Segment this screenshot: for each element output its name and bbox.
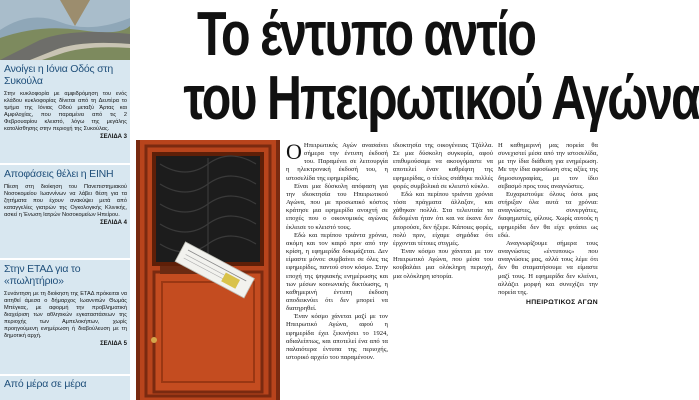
- door-photo: [136, 140, 280, 400]
- paragraph: Αναγνωρίζουμε σήμερα τους αναγνώστες «έντυπους» που αναγνώσεις μας, αλλά τους λέμε ότι δεν θα σταματήσουμε να είμαστε μαζί τους. Η εφημερίδα δεν κλείνει, αλλάζει μορφή και συνεχίζει την πορεία της.: [498, 239, 598, 296]
- article-column-2: [393, 142, 493, 281]
- sidebar-story-title[interactable]: Από μέρα σε μέρα: [4, 378, 87, 390]
- sidebar-story-title[interactable]: Ανοίγει η Ιόνια Οδός στη Συκούλα: [4, 63, 113, 87]
- paragraph: Εδώ και περίπου τριάντα χρόνια τόσα πράγματα άλλαξαν, και χάθηκαν πολλά. Στα τελευταία τα δεδομένα ήταν ότι και να έκανε δεν μπορούσε, δεν ήξερε. Κάποιες φορές, πολύ πριν, είχαμε σημάδια ότι έρχονται τέτοιες στιγμές.: [393, 190, 493, 247]
- sidebar-story-title[interactable]: Στην ΕΤΑΔ για το «πωλητήριο»: [4, 263, 81, 287]
- sidebar-story-body: Συνάντηση με τη διοίκηση της ΕΤΑΔ πρόκειται να αιτηθεί άμεσα ο δήμαρχος Ιωαννιτών Θωμάς Μπέγκας, με αφορμή την προβληματική διαχείριση των αθλητικών εγκαταστάσεων της περιοχής των Αμπελοκήπων, χωρίς προηγούμενη ενημέρωση ή διαβούλευση με τη δημοτική αρχή.: [4, 291, 127, 339]
- page-ref: ΣΕΛΙΔΑ 3: [100, 134, 127, 140]
- road-photo: [0, 0, 130, 60]
- divider: [0, 163, 130, 165]
- paragraph: Είναι μια δύσκολη απόφαση για την ιδιοκτησία του Ηπειρωτικού Αγώνα, που με προσωπικό κόστος κράτησε μια εφημερίδα ανοιχτή σε εποχές που ο οικονομικός αγώνας έκλεισε το κλειστό τους.: [286, 182, 388, 231]
- paragraph: Έναν κόσμο χάνεται μαζί με τον Ηπειρωτικό Αγώνα, αφού η εφημερίδα έχει ξεκινήσει το 1924, αδιαλείπτως, και αποτελεί ένα από τα παλαιότερα έντυπα της περιοχής, ιστορικό αρχείο του παραμένουν.: [286, 313, 388, 362]
- dropcap: Ο: [286, 139, 302, 164]
- sidebar-story-title[interactable]: Αποφάσεις θέλει η ΕΙΝΗ: [4, 168, 114, 180]
- paragraph: Ευχαριστούμε όλους όσοι μας στήριξαν όλα αυτά τα χρόνια: αναγνώστες, συνεργάτες, διαφημιστές, φίλους. Χωρίς αυτούς η εφημερίδα δεν θα είχε φτάσει ως εδώ.: [498, 190, 598, 239]
- sidebar-story-3[interactable]: [4, 263, 127, 347]
- sidebar-story-4[interactable]: [4, 378, 127, 390]
- divider: [0, 258, 130, 260]
- paragraph: Εδώ και περίπου τριάντα χρόνια, ακόμη και τον καιρό πριν από την κρίση, η εφημερίδα δοκιμάζεται. Δεν είμαστε μόνοι: συμβαίνει σε όλες τις εφημερίδες, παντού στον κόσμο. Στην εποχή της ψηφιακής ενημέρωσης και των μέσων κοινωνικής δικτύωσης, η καθημερινή έντυπη έκδοση αποδεικνύει ότι δεν μπορεί να διατηρηθεί.: [286, 231, 388, 313]
- divider: [0, 374, 130, 376]
- paragraph: Ηπειρωτικός Αγών ανασαίνει σήμερα την έντυπη έκδοσή του. Παραμένει σε λειτουργία η ηλεκτρονική έκδοσή του, η ιστοσελίδα της εφημερίδας.: [286, 142, 388, 182]
- sidebar-story-1[interactable]: [4, 63, 127, 140]
- article-column-3: [498, 142, 598, 307]
- sidebar-story-2[interactable]: [4, 168, 127, 226]
- page-ref: ΣΕΛΙΔΑ 4: [100, 220, 127, 226]
- sidebar-story-body: Πίεση στη διοίκηση του Πανεπιστημιακού Νοσοκομείου Ιωαννίνων να λάβει θέση για τα ζητήματα που έχουν ανακύψει μετά από καταγγελίες γιατρών της Ογκολογικής Κλινικής, ασκεί η Ένωση Ιατρών Νοσοκομείων Ηπείρου.: [4, 184, 127, 218]
- sidebar: [0, 0, 130, 400]
- paragraph: ιδιοκτησία της οικογένειας Τζάλλα. Σε μια δύσκολη συγκυρία, αφού επιθυμούσαμε να ακουγόμαστε να αποτελεί έναν καθρέφτη της εφημερίδας, ο τίτλος στάθηκε πολλές φορές συμβολικά σε κλειστό κύκλο.: [393, 142, 493, 190]
- article-signature: ΗΠΕΙΡΩΤΙΚΟΣ ΑΓΩΝ: [525, 298, 598, 306]
- headline-line-2: του Ηπειρωτικού Αγώνα: [183, 64, 699, 133]
- page-ref: ΣΕΛΙΔΑ 5: [100, 341, 127, 347]
- paragraph: Έναν κόσμο που χάνεται με τον Ηπειρωτικό Αγώνα, που μέσα του κουβαλάει μια ολόκληρη περιοχή, μια ολόκληρη ιστορία.: [393, 248, 493, 280]
- article-column-1: [286, 139, 388, 362]
- headline-line-1: Το έντυπο αντίο: [197, 0, 535, 69]
- paragraph: Η καθημερινή μας πορεία θα συνεχιστεί μέσα από την ιστοσελίδα, με την ίδια διάθεση για ενημέρωση. Με την ίδια αφοσίωση στις αξίες της δημοσιογραφίας, με τον ίδιο σεβασμό προς τους αναγνώστες.: [498, 142, 598, 190]
- sidebar-story-body: Στην κυκλοφορία με αμφιδρόμηση του ενός κλάδου κυκλοφορίας δίνεται από τη Δευτέρα το τμήμα της Ιόνιας Οδού μεταξύ Άρτας και Αμφιλοχίας, που παραμένει από τις 2 Φεβρουαρίου κλειστό, λόγω της μεγάλης κατολίσθησης στην περιοχή της Συκούλας.: [4, 91, 127, 132]
